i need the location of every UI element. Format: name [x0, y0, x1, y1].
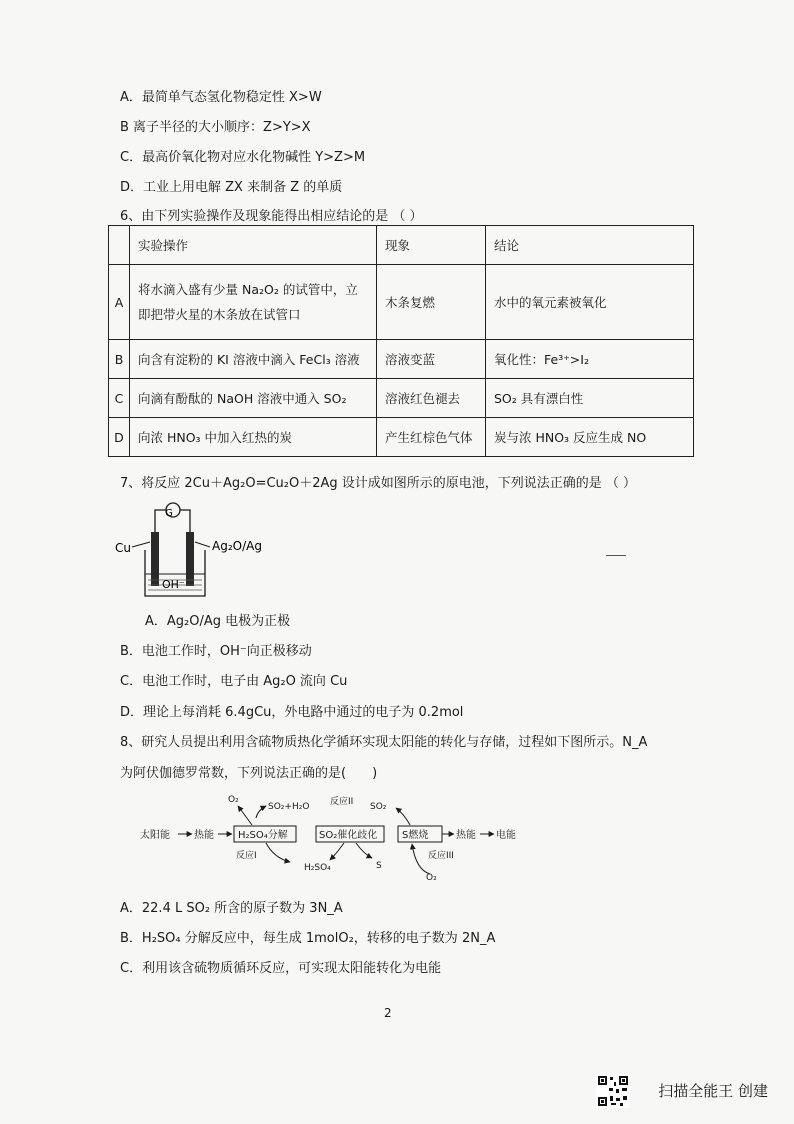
ag2o-ag-label: Ag₂O/Ag [212, 539, 262, 553]
row-label: B [109, 340, 130, 379]
row-conclusion: 氧化性：Fe³⁺>I₂ [486, 340, 694, 379]
row-phenomenon: 溶液变蓝 [377, 340, 486, 379]
header-phenomenon: 现象 [377, 226, 486, 265]
so2-disproportionation-label: SO₂催化歧化 [319, 830, 378, 841]
heat-energy-label: 热能 [194, 830, 214, 841]
operation-line: 向浓 HNO₃ 中加入红热的炭 [138, 429, 293, 445]
reaction-iii-label: 反应III [428, 851, 454, 861]
q8-option-a: A．22.4 L SO₂ 所含的原子数为 3N_A [120, 901, 343, 916]
header-conclusion: 结论 [486, 226, 694, 265]
q6-stem: 6、由下列实验操作及现象能得出相应结论的是 （ ） [120, 209, 423, 224]
scanner-watermark: 扫描全能王 创建 [658, 1082, 768, 1100]
solar-energy-label: 太阳能 [140, 830, 170, 841]
row-phenomenon: 产生红棕色气体 [377, 418, 486, 457]
row-operation [130, 379, 377, 418]
row-label: C [109, 379, 130, 418]
operation-line: 向含有淀粉的 KI 溶液中滴入 FeCl₃ 溶液 [138, 351, 360, 367]
cu-electrode [151, 532, 159, 586]
h2so4-decomposition-label: H₂SO₄分解 [238, 830, 288, 841]
reaction-ii-label: 反应II [330, 797, 354, 807]
q5-option-a: A．最简单气态氢化物稳定性 X>W [120, 90, 322, 105]
operation-line: 向滴有酚酞的 NaOH 溶液中通入 SO₂ [138, 390, 347, 406]
header-label [109, 226, 130, 265]
row-conclusion: 炭与浓 HNO₃ 反应生成 NO [486, 418, 694, 457]
o2-bottom-label: O₂ [426, 873, 437, 882]
stray-mark [606, 555, 626, 556]
sulfur-cycle-diagram [140, 792, 540, 882]
so2-top-label: SO₂ [370, 802, 387, 812]
q5-option-c: C．最高价氧化物对应水化物碱性 Y>Z>M [120, 150, 366, 165]
row-conclusion: 水中的氧元素被氧化 [486, 265, 694, 340]
q5-option-b: B 离子半径的大小顺序：Z>Y>X [120, 120, 311, 135]
q8-stem-line1: 8、研究人员提出利用含硫物质热化学循环实现太阳能的转化与存储，过程如下图所示。N_A [120, 735, 648, 750]
electric-energy-label: 电能 [496, 830, 516, 841]
galvanometer-label: G [165, 508, 173, 519]
o2-top-label: O₂ [228, 795, 239, 805]
row-phenomenon: 溶液红色褪去 [377, 379, 486, 418]
battery-diagram [110, 500, 280, 600]
q7-option-d: D．理论上每消耗 6.4gCu，外电路中通过的电子为 0.2mol [120, 705, 464, 720]
q8-option-c: C．利用该含硫物质循环反应，可实现太阳能转化为电能 [120, 961, 442, 976]
operation-line: 将水滴入盛有少量 Na₂O₂ 的试管中，立 [138, 282, 358, 297]
row-operation [130, 265, 377, 340]
table-row [109, 379, 694, 418]
s-label: S [376, 861, 382, 871]
qr-code-icon [596, 1074, 630, 1108]
page-number: 2 [384, 1006, 392, 1020]
q7-option-b: B．电池工作时，OH⁻向正极移动 [120, 644, 312, 659]
heat-energy-label-2: 热能 [456, 830, 476, 841]
h2so4-label: H₂SO₄ [304, 863, 331, 873]
oh-label: OH⁻ [162, 578, 185, 591]
q7-option-c: C．电池工作时，电子由 Ag₂O 流向 Cu [120, 674, 348, 689]
q6-table [108, 225, 694, 457]
q5-option-d: D．工业上用电解 ZX 来制备 Z 的单质 [120, 180, 343, 195]
q8-stem-line2: 为阿伏伽德罗常数，下列说法正确的是( ) [120, 766, 378, 781]
table-header-row [109, 226, 694, 265]
s-combustion-label: S燃烧 [402, 830, 429, 841]
table-row [109, 340, 694, 379]
row-label: D [109, 418, 130, 457]
table-row [109, 418, 694, 457]
row-operation [130, 418, 377, 457]
q7-option-a: A．Ag₂O/Ag 电极为正极 [145, 614, 291, 629]
row-operation [130, 340, 377, 379]
header-operation: 实验操作 [130, 226, 377, 265]
row-phenomenon: 木条复燃 [377, 265, 486, 340]
cu-label: Cu [115, 541, 131, 555]
reaction-i-label: 反应I [236, 851, 257, 861]
q7-stem: 7、将反应 2Cu＋Ag₂O=Cu₂O＋2Ag 设计成如图所示的原电池，下列说法正确的是 （ ） [120, 476, 637, 491]
ag2o-ag-electrode [186, 532, 194, 586]
q8-option-b: B．H₂SO₄ 分解反应中，每生成 1molO₂，转移的电子数为 2N_A [120, 931, 496, 946]
table-row [109, 265, 694, 340]
row-conclusion: SO₂ 具有漂白性 [486, 379, 694, 418]
row-label: A [109, 265, 130, 340]
so2-h2o-label: SO₂+H₂O [268, 802, 310, 812]
operation-line: 即把带火星的木条放在试管口 [138, 307, 301, 322]
